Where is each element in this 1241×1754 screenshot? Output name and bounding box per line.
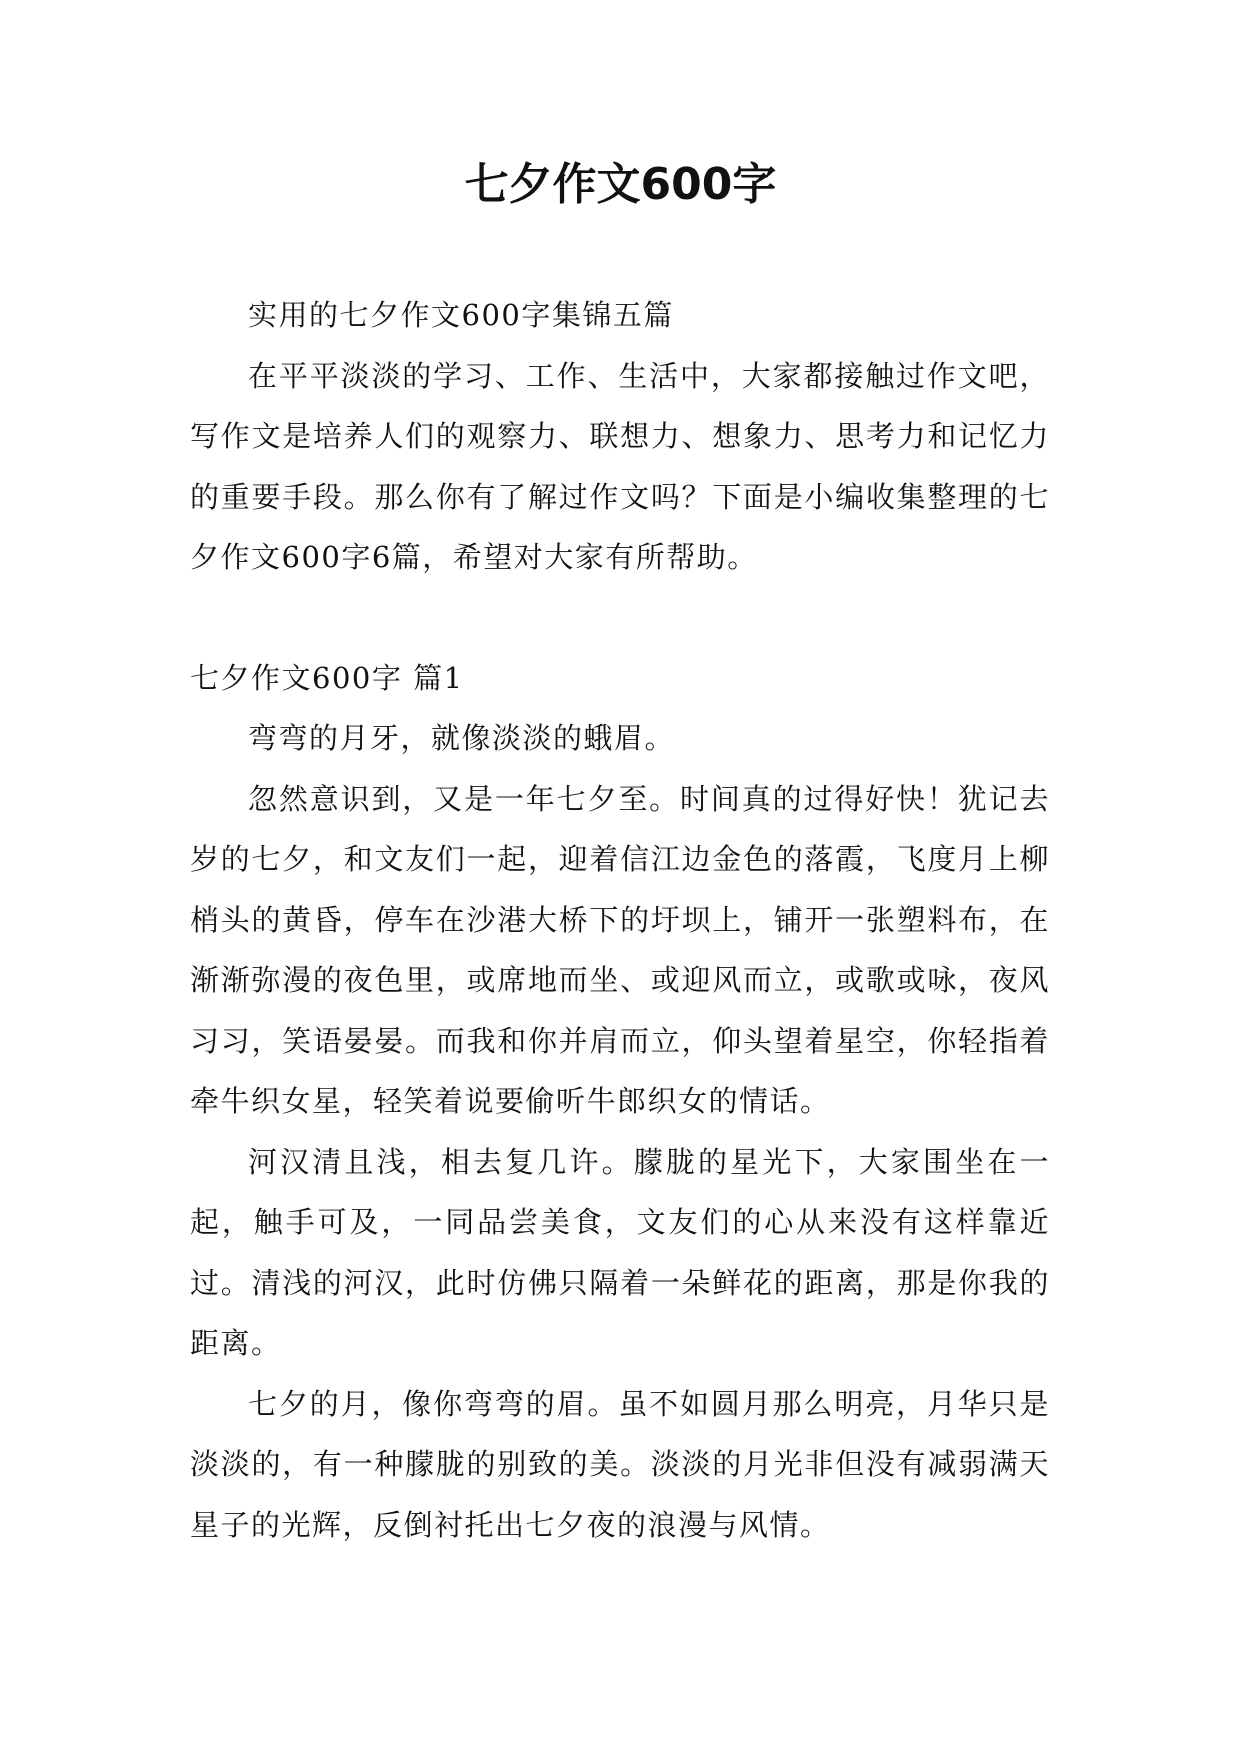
body-paragraph: 河汉清且浅，相去复几许。朦胧的星光下，大家围坐在一起，触手可及，一同品尝美食，文友们的心从来没有这样靠近过。清浅的河汉，此时仿佛只隔着一朵鲜花的距离，那是你我的距离。 [190,1144,1050,1360]
body-paragraph: 七夕的月，像你弯弯的眉。虽不如圆月那么明亮，月华只是淡淡的，有一种朦胧的别致的美。淡淡的月光非但没有减弱满天星子的光辉，反倒衬托出七夕夜的浪漫与风情。 [190,1386,1050,1542]
document-body [190,285,1050,1555]
intro-paragraph: 实用的七夕作文600字集锦五篇 [248,298,674,332]
body-paragraph: 忽然意识到，又是一年七夕至。时间真的过得好快！犹记去岁的七夕，和文友们一起，迎着信江边金色的落霞，飞度月上柳梢头的黄昏，停车在沙港大桥下的圩坝上，铺开一张塑料布，在渐渐弥漫的夜色里，或席地而坐、或迎风而立，或歌或咏，夜风习习，笑语晏晏。而我和你并肩而立，仰头望着星空，你轻指着牵牛织女星，轻笑着说要偷听牛郎织女的情话。 [190,781,1050,1118]
body-paragraph: 弯弯的月牙，就像淡淡的蛾眉。 [248,721,676,755]
document-title: 七夕作文600字 [464,159,777,210]
section-heading: 七夕作文600字 篇1 [190,660,464,695]
body-paragraph: 在平平淡淡的学习、工作、生活中，大家都接触过作文吧，写作文是培养人们的观察力、联想力、想象力、思考力和记忆力的重要手段。那么你有了解过作文吗？下面是小编收集整理的七夕作文600字6篇，希望对大家有所帮助。 [190,358,1050,574]
